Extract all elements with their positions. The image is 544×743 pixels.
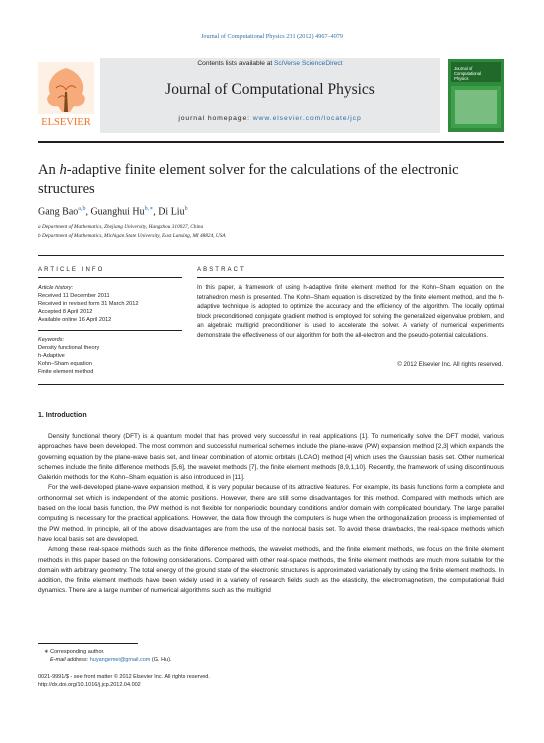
title-part2: -adaptive finite element solver for the calculations of the electronic structures: [38, 162, 459, 197]
keyword-item: h-Adaptive: [38, 353, 65, 359]
doi-link[interactable]: http://dx.doi.org/10.1016/j.jcp.2012.04.002: [38, 682, 141, 688]
cover-title-line3: Physics: [454, 76, 469, 81]
abstract-heading: ABSTRACT: [197, 267, 246, 273]
affiliation-a: a Department of Mathematics, Zhejiang University, Hangzhou 310027, China: [38, 224, 204, 230]
abstract-copyright: © 2012 Elsevier Inc. All rights reserved.: [397, 362, 503, 368]
author-affiliation-marker[interactable]: b,∗: [144, 206, 154, 212]
paragraph: For the well-developed plane-wave expansion method, it is very popular because of its attractive features. For example, its basis functions form a complete and orthonormal set which is independent of the atomic positions. However, there are still some disadvantages for this method. Compared with methods which are based on the local basis function, the PW method is not flexible for nonperiodic boundary conditions and/or domain with complicated boundary. The large parallel computing is necessary for the practical applications. However, the data flow through the computers is huge when the orthogonalization process is implemented of the PW method. In principle, all of the above disadvantages are from the use of the nonlocal basis set. To avoid these drawbacks, the real-space methods which have local basis set are developed.: [38, 484, 504, 543]
history-online: Available online 16 April 2012: [38, 317, 112, 323]
history-revised: Received in revised form 31 March 2012: [38, 301, 139, 307]
contents-prefix: Contents lists available at: [197, 60, 275, 67]
journal-reference[interactable]: Journal of Computational Physics 231 (2012) 4967–4979: [201, 33, 343, 40]
journal-homepage-line: [100, 115, 440, 122]
issn-line: 0021-9991/$ - see front matter © 2012 Elsevier Inc. All rights reserved.: [38, 674, 210, 680]
keyword-item: Kohn–Sham equation: [38, 361, 92, 367]
introduction-body: [38, 432, 504, 597]
author-name[interactable]: Guanghui Hu: [90, 206, 145, 218]
abstract-bottom-rule: [38, 384, 504, 385]
elsevier-wordmark: ELSEVIER: [41, 117, 91, 128]
header-rule: [38, 141, 504, 143]
keyword-item: Finite element method: [38, 369, 94, 375]
homepage-link[interactable]: www.elsevier.com/locate/jcp: [252, 115, 362, 122]
email-suffix: (G. Hu).: [150, 657, 172, 663]
email-note: [50, 656, 171, 664]
author-list: [38, 205, 188, 217]
author-separator: ,: [153, 206, 159, 218]
sciverse-link[interactable]: SciVerse ScienceDirect: [274, 60, 343, 67]
author-affiliation-marker[interactable]: b: [184, 206, 188, 212]
journal-name: Journal of Computational Physics: [165, 81, 375, 98]
abstract-text: In this paper, a framework of using h-adaptive finite element method for the Kohn–Sham equation on the tetrahedron mesh is presented. The Kohn–Sham equation is discretized by the finite element method, and the h-adaptive technique is adopted to optimize the accuracy and the efficiency of the algorithm. The locally optimal block preconditioned conjugate gradient method is employed for solving the generalized eigenvalue problem, and an algebraic multigrid preconditioner is used to accelerate the solver. A variety of numerical experiments demonstrate the effectiveness of our algorithm for both the all-electron and the pseudo-potential calculations.: [197, 285, 504, 339]
email-link[interactable]: huyangemei@gmail.com: [89, 657, 151, 663]
article-info-heading: ARTICLE INFO: [38, 267, 105, 273]
journal-cover-thumbnail: [448, 59, 504, 132]
article-title: [38, 161, 478, 199]
article-info-rule: [38, 277, 182, 278]
cover-title-line1: Journal of: [454, 66, 473, 71]
paragraph: Among these real-space methods such as the finite difference methods, the wavelet methods, and the finite element methods, we focus on the finite element methods in this paper based on the following considerations. Compared with other real-space methods, the finite element methods are much more suitable for the domain with arbitrary geometry. The total energy of the ground state of the electronic structures is approximated variationally by using the finite element methods. In addition, the finite element methods have been widely used in a variety of research fields such as the elasticity, the electromagnetism, the computational fluid dynamics. There are a large number of numerical algorithms such as the multigrid: [38, 546, 504, 595]
contents-available-line: [100, 60, 440, 67]
section-rule: [38, 255, 504, 256]
title-part1: An: [38, 162, 60, 178]
author-affiliation-marker[interactable]: a,b: [78, 206, 86, 212]
author-separator: ,: [85, 206, 91, 218]
keyword-item: Density functional theory: [38, 345, 100, 351]
history-accepted: Accepted 8 April 2012: [38, 309, 93, 315]
introduction-heading: 1. Introduction: [38, 412, 87, 419]
abstract-rule: [197, 277, 504, 278]
cover-title-line2: Computational: [454, 71, 482, 76]
paragraph: Density functional theory (DFT) is a quantum model that has proved very successful in real applications [1]. To numerically solve the DFT model, various approaches have been developed. The most common and successful numerical schemes include the plane-wave (PW) expansion method [2,3] which expands the governing equation by the plane-wave basis set, and linear combination of atomic orbitals (LCAO) method [4] which uses the Gaussian basis set. Other numerical schemes include the finite difference methods [5,6], the wavelet methods [7], the finite element methods [8,9,1,10]. Recently, the framework of using discontinuous Galerkin methods for the Kohn–Sham equation is also introduced in [11].: [38, 433, 504, 482]
author-name[interactable]: Di Liu: [158, 206, 185, 218]
title-italic-h: h: [59, 162, 67, 178]
affiliation-b: b Department of Mathematics, Michigan State University, East Lansing, MI 48824, USA: [38, 233, 226, 239]
keywords-label: Keywords:: [38, 337, 65, 343]
homepage-prefix: journal homepage:: [178, 115, 253, 122]
corresponding-author-note: ∗ Corresponding author.: [44, 649, 105, 655]
history-received: Received 11 December 2011: [38, 293, 110, 299]
email-label: E-mail address:: [50, 657, 90, 663]
footnote-rule: [38, 643, 138, 644]
keywords-rule: [38, 330, 182, 331]
elsevier-logo: [38, 62, 94, 128]
history-label: Article history:: [38, 285, 74, 291]
author-name[interactable]: Gang Bao: [38, 206, 79, 218]
